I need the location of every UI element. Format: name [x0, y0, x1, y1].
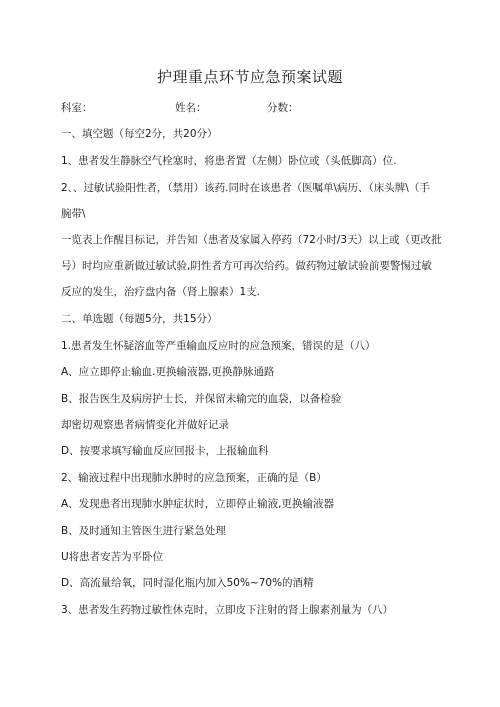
score-label: 分数：: [267, 102, 299, 114]
option-line: D、高流量给氧，同时湿化瓶内加入50%~70%的酒精: [61, 577, 314, 589]
name-label: 姓名：: [175, 102, 207, 114]
question-line: 1、患者发生静脉空气栓塞时，将患者置（左侧）卧位或（头低脚高）位.: [61, 155, 397, 167]
question-line: 2、、过敏试验阳性者，（禁用）该药.同时在该患者（医嘱单\病历、（床头牌\（手: [61, 182, 430, 194]
option-line: D、按要求填写输血反应回报卡，上报输血科: [61, 445, 269, 457]
question-line: 号）时均应重新做过敏试验,阴性者方可再次给药。做药物过敏试验前要警惕过敏: [61, 260, 432, 272]
exam-meta-row: [61, 101, 299, 115]
option-line: B、报告医生及病房护士长，并保留未输完的血袋，以备检验: [61, 393, 342, 405]
option-line: B、及时通知主管医生进行紧急处理: [61, 525, 226, 537]
section-heading-fill-blank: 一、填空题（每空2分，共20分）: [61, 128, 218, 140]
option-line: A、应立即停止输血.更换输液器,更换静脉通路: [61, 366, 275, 378]
question-line: 1.患者发生怀疑溶血等严重输血反应时的应急预案，错误的是（八）: [61, 340, 376, 352]
question-line: 反应的发生，治疗盘内备（肾上腺素）1支.: [61, 286, 261, 298]
question-line: 腕带\: [61, 208, 86, 220]
option-line: 却密切观察患者病情变化并做好记录: [61, 419, 229, 431]
option-line: U将患者安苦为平卧位: [61, 551, 164, 563]
option-line: A、发现患者出现肺水肿症状时，立即停止输液,更换输液器: [61, 498, 335, 510]
question-line: 2、输液过程中出现肺水肿时的应急预案，正确的是（B）: [61, 472, 327, 484]
page-title: 护理重点环节应急预案试题: [156, 68, 343, 86]
department-label: 科室：: [61, 102, 93, 114]
question-line: 3、患者发生药物过敏性休克时，立即皮下注射的肾上腺素剂量为（八）: [61, 604, 394, 616]
question-line: 一览表上作醒目标记，并告知（患者及家属入停药（72小时/3天）以上或（更改批: [61, 234, 442, 246]
section-heading-single-choice: 二、单选题（每题5分，共15分）: [61, 313, 218, 325]
